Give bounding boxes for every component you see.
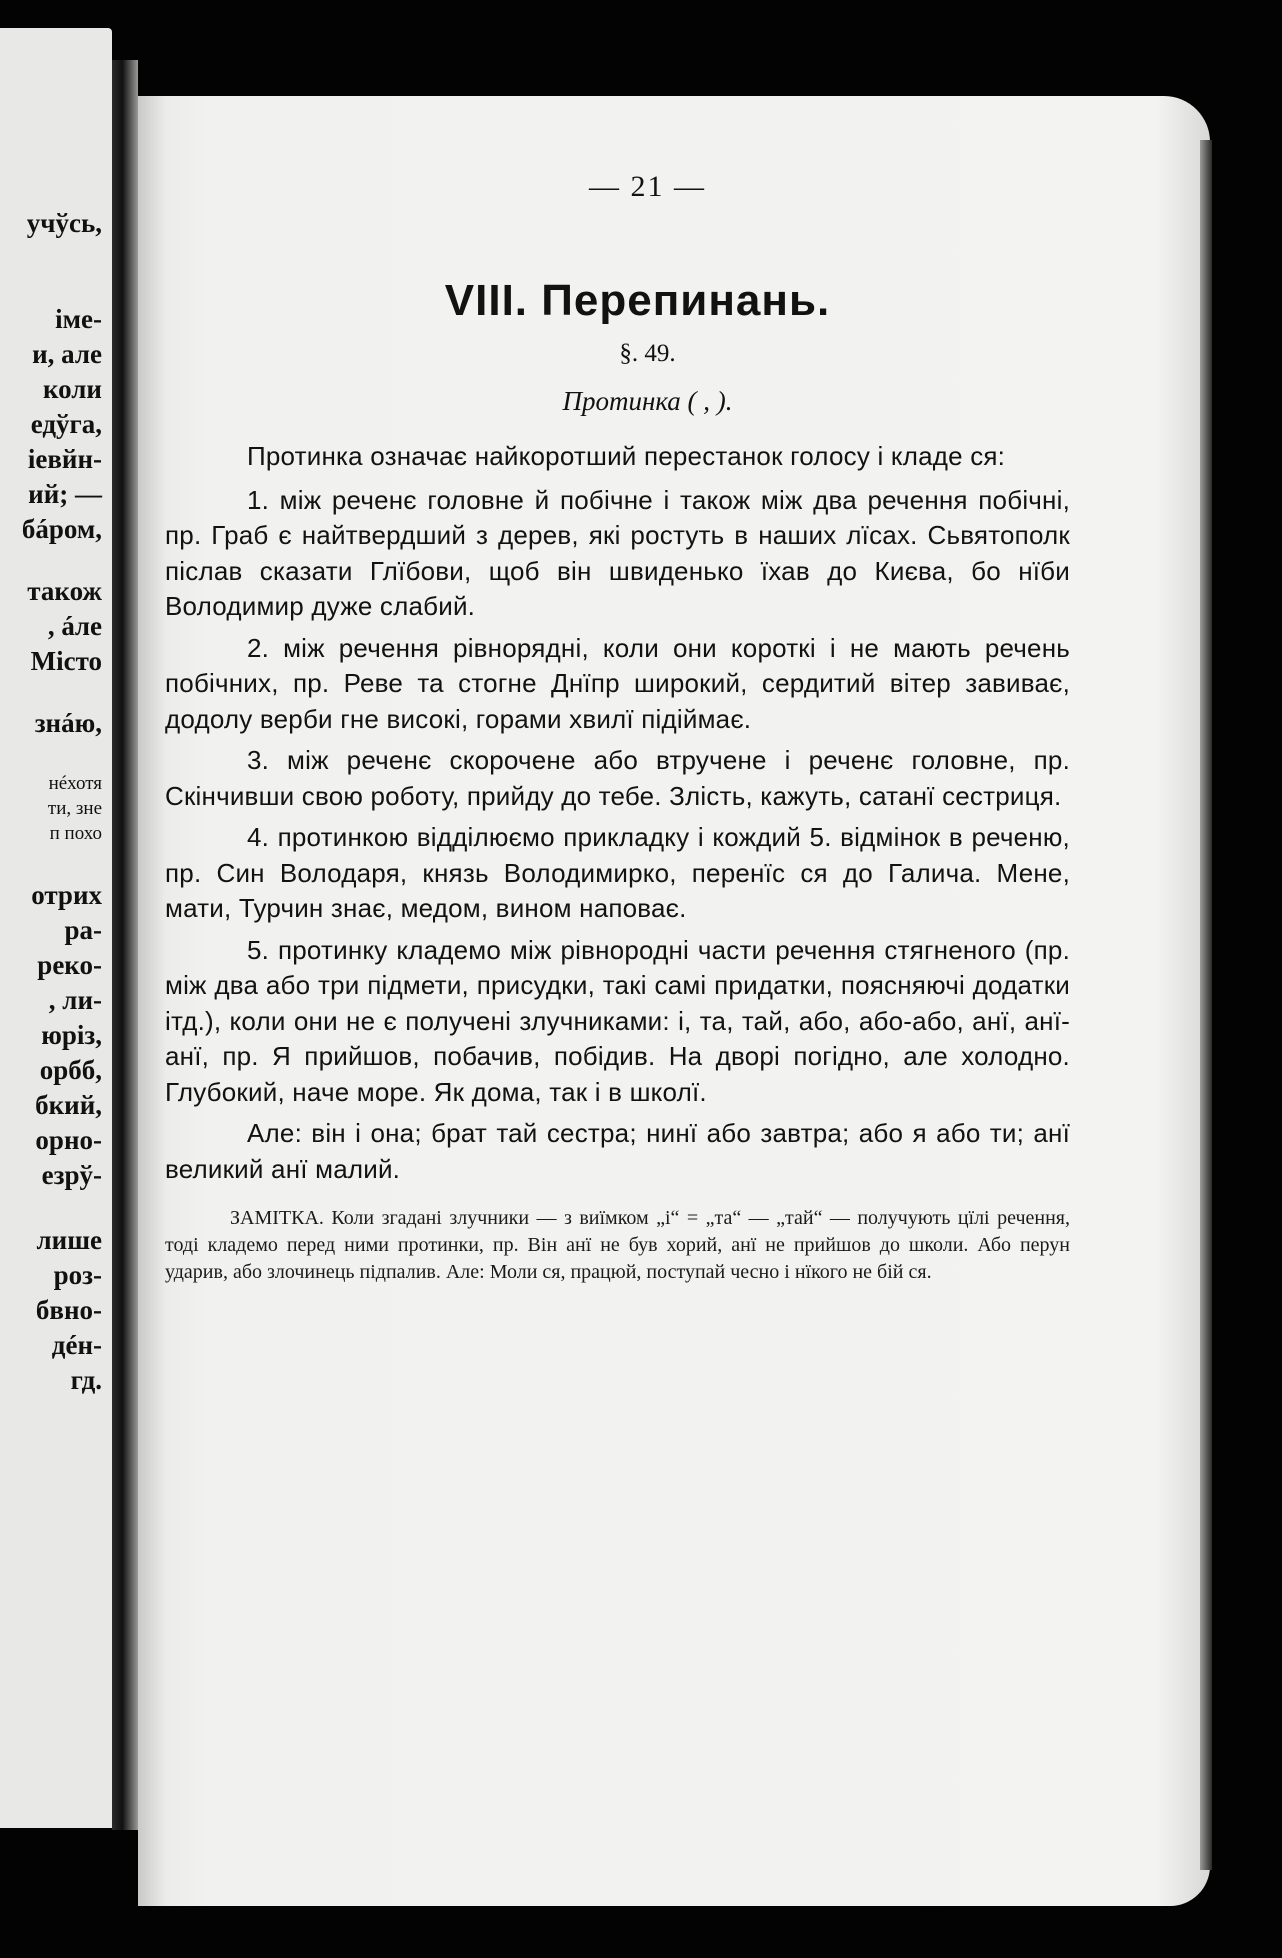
book-gutter (112, 60, 138, 1830)
left-line: Місто (30, 646, 102, 676)
left-line: дéн- (51, 1330, 102, 1360)
chapter-title: VIII. Перепинань. (444, 276, 831, 325)
left-line: ий; — (28, 479, 102, 509)
left-line: ти, зне (47, 798, 102, 819)
left-line: учўсь, (26, 208, 102, 238)
left-line: лише (36, 1225, 102, 1255)
intro-paragraph: Протинка означає найкоротший перестанок голосу і кладе ся: (247, 441, 1006, 471)
left-line: іевйн- (27, 444, 102, 474)
left-line: орно- (35, 1125, 102, 1155)
exception-paragraph: Але: він і она; брат тай сестра; нинї або завтра; або я або ти; анї великий анї малий. (165, 1118, 1070, 1184)
left-line: ра- (64, 915, 102, 945)
section-subtitle: Протинка ( , ). (562, 386, 733, 416)
left-line: орбб, (39, 1055, 102, 1085)
left-line: нéхотя (48, 773, 102, 794)
left-line: юріз, (41, 1020, 102, 1050)
left-line: також (27, 576, 102, 606)
left-line: бкий, (35, 1090, 102, 1120)
rule-paragraph-3: 3. між реченє скорочене або втручене і реченє головне, пр. Скінчивши свою роботу, прийду до тебе. Злість, кажуть, сатанї сестриця. (165, 745, 1070, 811)
left-line: отрих (31, 880, 102, 910)
left-line: езрў- (41, 1160, 102, 1190)
left-line: , ли- (48, 985, 102, 1015)
left-line: едўга, (30, 409, 102, 439)
left-line: п похо (49, 823, 102, 844)
left-line: гд. (70, 1365, 102, 1395)
left-line: коли (42, 374, 102, 404)
left-line: и, але (32, 339, 102, 369)
left-line: бáром, (21, 514, 102, 544)
section-number: §. 49. (619, 340, 676, 367)
left-line: роз- (53, 1260, 102, 1290)
page-number: — 21 — (589, 170, 706, 203)
left-line: знáю, (34, 708, 102, 738)
left-line: , áле (47, 611, 102, 641)
rule-paragraph-1: 1. між реченє головне й побічне і також між два речення побічні, пр. Граб є найтвердший з дерев, які ростуть в наших лїсах. Сьвятополк післав сказати Глїбови, щоб він швиденько їхав до Києва, бо нїби Володимир дуже слабий. (165, 484, 1070, 621)
left-line: реко- (37, 950, 102, 980)
page-content (165, 170, 1070, 1306)
rule-paragraph-5: 5. протинку кладемо між рівнородні части речення стягненого (пр. між два або три підмети, присудки, такі самі придатки, поясняючі додатки ітд.), коли они не є получені злучниками: і, та, тай, або, або-або, анї, анї-анї, пр. Я прийшов, побачив, побідив. На дворі погідно, але холодно. Глубокий, наче море. Як дома, так і в школї. (165, 934, 1070, 1107)
rule-paragraph-4: 4. протинкою відділюємо прикладку і кождий 5. відмінок в реченю, пр. Син Володаря, князь Володимирко, перенїс ся до Галича. Мене, мати, Турчин знає, медом, вином наповає. (165, 822, 1070, 923)
left-page-fragment (0, 28, 112, 1828)
rule-paragraph-2: 2. між речення рівнорядні, коли они короткі і не мають речень побічних, пр. Реве та стогне Днїпр широкий, сердитий вітер завиває, додолу верби гне високі, горами хвилї підіймає. (165, 632, 1070, 734)
left-line: бвно- (35, 1295, 102, 1325)
footnote-remark: ЗАМІТКА. Коли згадані злучники — з виїмком „і“ = „та“ — „тай“ — получують цїлі речення, тоді кладемо перед ними протинки, пр. Він анї не був хорий, анї не прийшов до школи. Або перун ударив, або злочинець підпалив. Але: Моли ся, працюй, поступай чесно і нїкого не бій ся. (165, 1207, 1070, 1283)
left-line: іме- (55, 304, 102, 334)
page-edge-shadow (1200, 140, 1212, 1870)
